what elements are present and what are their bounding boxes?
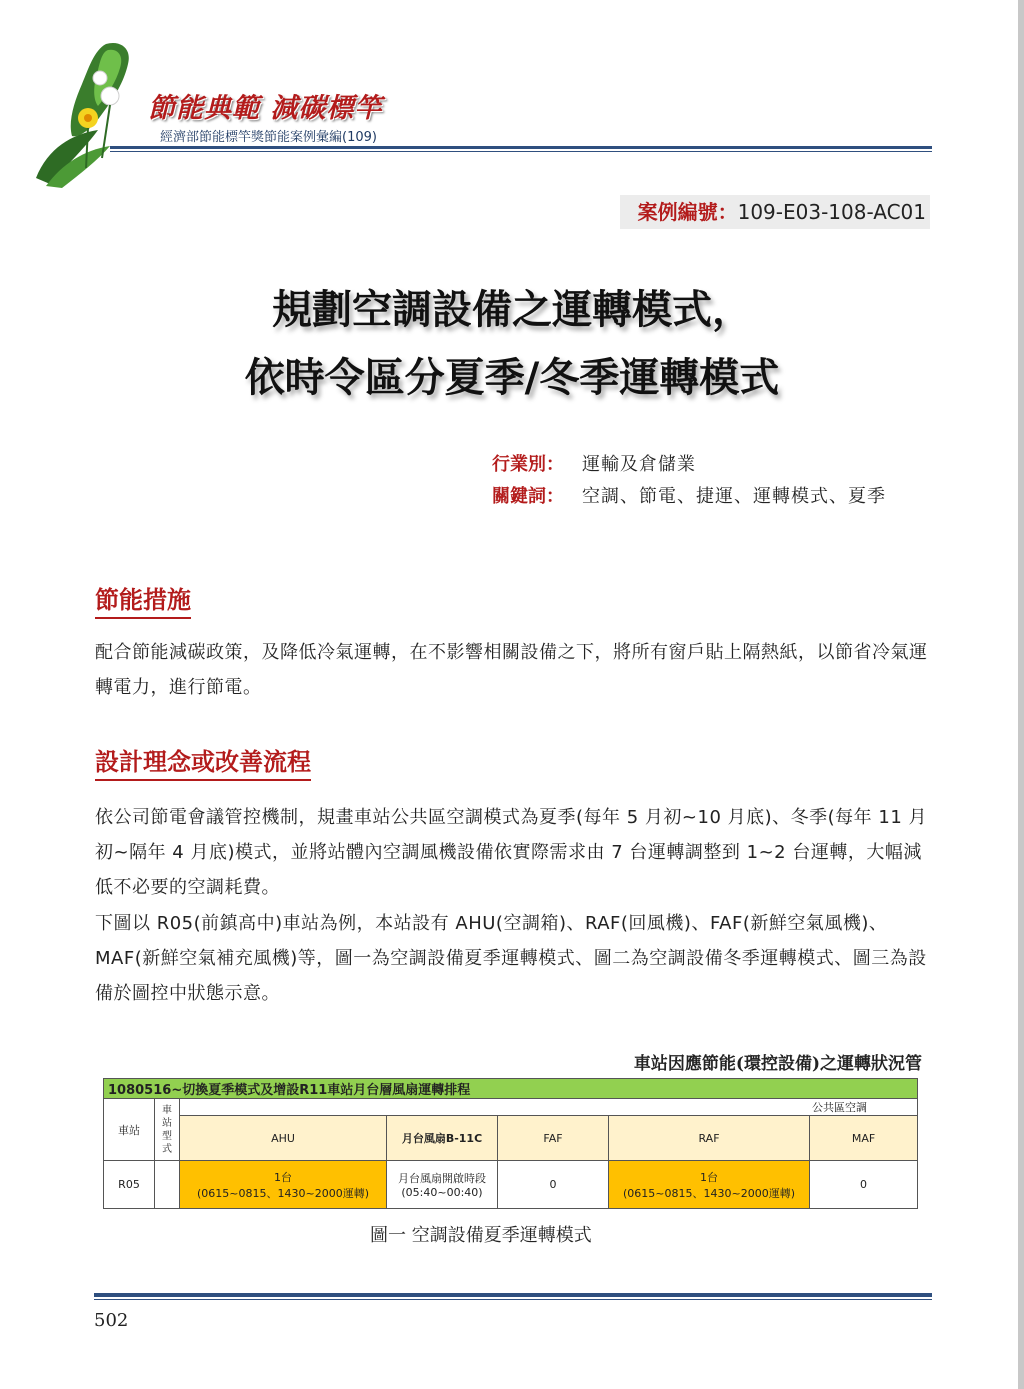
case-number-label: 案例編號： [637, 200, 738, 224]
taiwan-leaf-logo-icon [28, 38, 158, 188]
keywords-label: 關鍵詞： [492, 486, 564, 507]
col-station-type-text: 車站型式 [162, 1104, 172, 1155]
col-raf: RAF [609, 1116, 810, 1161]
cell-type [155, 1161, 180, 1209]
figure-table [103, 1078, 918, 1209]
col-station-type [155, 1099, 180, 1161]
public-area-label: 公共區空調 [180, 1099, 918, 1116]
footer-rule [94, 1293, 932, 1297]
case-number-value: 109-E03-108-AC01 [737, 200, 926, 224]
section-body-measures: 配合節能減碳政策，及降低冷氣運轉，在不影響相關設備之下，將所有窗戶貼上隔熱紙，以節省冷氣運轉電力，進行節電。 [95, 642, 928, 698]
page-title [100, 276, 924, 412]
header-rule [110, 146, 932, 149]
industry-row [492, 449, 922, 481]
cell-ahu: 1台 (0615~0815、1430~2000運轉) [180, 1161, 387, 1209]
keywords-value: 空調、節電、捷運、運轉模式、夏季 [582, 486, 886, 507]
figure-caption: 圖一 空調設備夏季運轉模式 [370, 1225, 592, 1246]
header-rule-thin [110, 151, 932, 152]
cell-station: R05 [104, 1161, 155, 1209]
col-station: 車站 [104, 1099, 155, 1161]
col-maf: MAF [810, 1116, 918, 1161]
col-fan: 月台風扇B-11C [387, 1116, 498, 1161]
section-heading-design: 設計理念或改善流程 [95, 742, 311, 781]
col-faf: FAF [498, 1116, 609, 1161]
case-number-box [620, 195, 930, 229]
cell-fan: 月台風扇開啟時段 (05:40~00:40) [387, 1161, 498, 1209]
industry-value: 運輸及倉儲業 [582, 454, 696, 475]
figure-banner: 1080516~切換夏季模式及增設R11車站月台層風扇運轉排程 [104, 1079, 918, 1099]
section-heading-measures: 節能措施 [95, 580, 191, 619]
page-edge [1018, 0, 1024, 1389]
col-ahu: AHU [180, 1116, 387, 1161]
cell-raf: 1台 (0615~0815、1430~2000運轉) [609, 1161, 810, 1209]
section-body-design-2: 下圖以 R05(前鎮高中)車站為例，本站設有 AHU(空調箱)、RAF(回風機)、FAF(新鮮空氣風機)、MAF(新鮮空氣補充風機)等，圖一為空調設備夏季運轉模式、圖二為空調設備冬季運轉模式、圖三為設備於圖控中狀態示意。 [95, 913, 927, 1004]
title-line-1: 規劃空調設備之運轉模式， [272, 287, 752, 333]
section-body-design-1: 依公司節電會議管控機制，規畫車站公共區空調模式為夏季(每年 5 月初~10 月底)、冬季(每年 11 月初~隔年 4 月底)模式，並將站體內空調風機設備依實際需求由 7 台運轉調整到 1~2 台運轉，大幅減低不必要的空調耗費。 [95, 807, 928, 898]
page-number: 502 [94, 1310, 129, 1331]
case-meta [492, 449, 922, 513]
title-line-2: 依時令區分夏季/冬季運轉模式 [244, 355, 780, 401]
keywords-row [492, 481, 922, 513]
brand-title: 節能典範 減碳標竿 [148, 93, 383, 124]
cell-faf: 0 [498, 1161, 609, 1209]
cell-maf: 0 [810, 1161, 918, 1209]
industry-label: 行業別： [492, 454, 564, 475]
figure-top-caption: 車站因應節能(環控設備)之運轉狀況管 [633, 1054, 922, 1074]
brand-subtitle: 經濟部節能標竿獎節能案例彙編(109) [160, 130, 377, 145]
footer-rule-thin [94, 1299, 932, 1300]
